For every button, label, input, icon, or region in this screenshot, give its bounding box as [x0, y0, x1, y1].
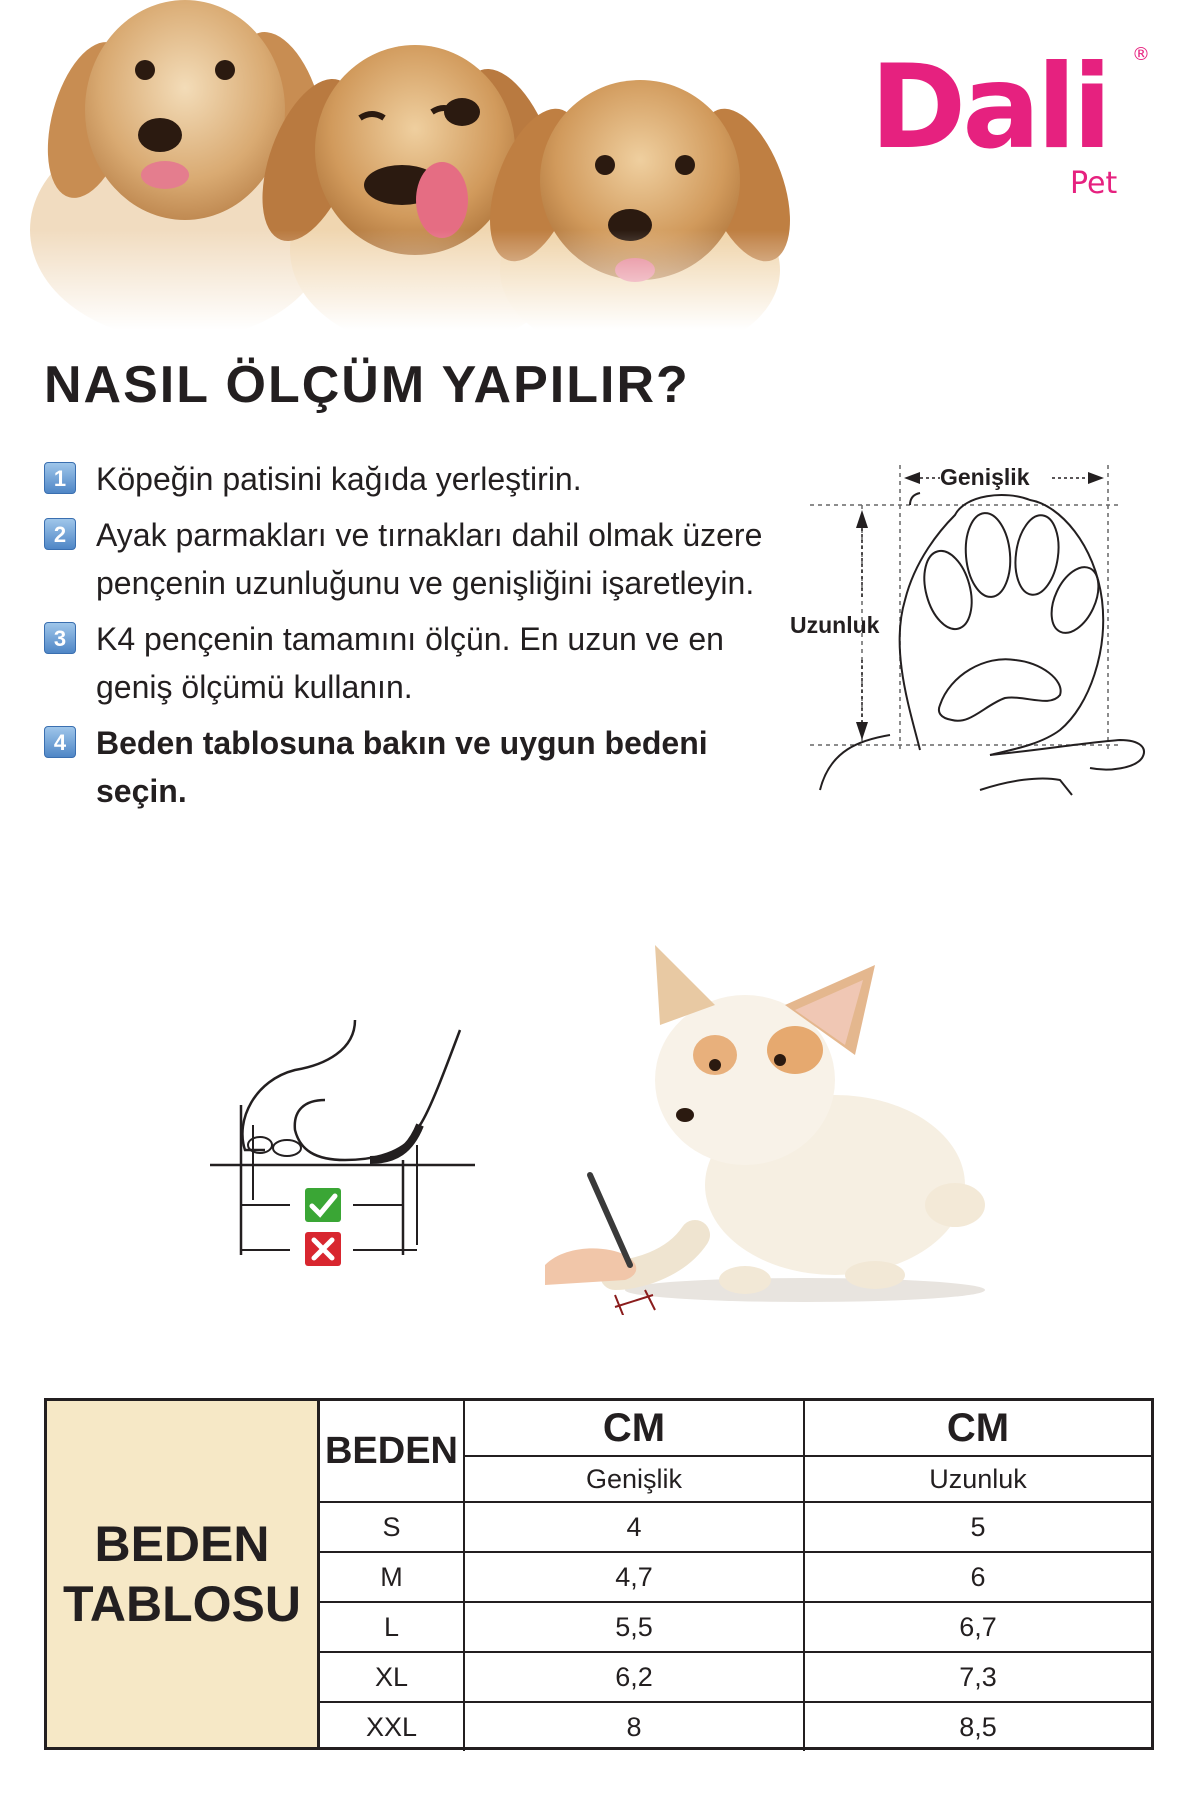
number-1-icon: 1: [44, 462, 76, 494]
step-text: Ayak parmakları ve tırnakları dahil olmak üzere pençenin uzunluğunu ve genişliğini işaretleyin.: [96, 517, 763, 601]
step-1: [44, 455, 784, 503]
puppies-photo: [30, 0, 790, 330]
size-chart-table: [44, 1398, 1154, 1750]
width-cell: 8: [464, 1702, 804, 1751]
fit-check-diagram: [205, 1010, 495, 1280]
step-text: Beden tablosuna bakın ve uygun bedeni seçin.: [96, 725, 708, 809]
size-chart-side-panel: [47, 1401, 320, 1747]
check-mark-icon: [305, 1188, 341, 1222]
number-3-icon: 3: [44, 622, 76, 654]
step-text: K4 pençenin tamamını ölçün. En uzun ve en geniş ölçümü kullanın.: [96, 621, 724, 705]
column-header-length: Uzunluk: [804, 1456, 1151, 1502]
step-3: [44, 615, 784, 711]
length-cell: 6: [804, 1552, 1151, 1602]
number-4-icon: 4: [44, 726, 76, 758]
length-label: Uzunluk: [790, 612, 880, 638]
width-cell: 4: [464, 1502, 804, 1552]
unit-header-width: CM: [464, 1401, 804, 1456]
size-grid: [320, 1401, 1151, 1751]
size-cell: L: [320, 1602, 464, 1652]
size-cell: M: [320, 1552, 464, 1602]
cross-mark-icon: [305, 1232, 341, 1266]
width-cell: 5,5: [464, 1602, 804, 1652]
column-header-width: Genişlik: [464, 1456, 804, 1502]
table-row: [320, 1502, 1151, 1552]
size-cell: XXL: [320, 1702, 464, 1751]
chihuahua-measuring-photo: [545, 945, 1025, 1315]
size-header: BEDEN: [320, 1401, 464, 1502]
page-title: NASIL ÖLÇÜM YAPILIR?: [44, 356, 690, 414]
step-text: Köpeğin patisini kağıda yerleştirin.: [96, 461, 582, 497]
dali-pet-logo: [870, 40, 1160, 210]
step-2: [44, 511, 784, 607]
width-cell: 6,2: [464, 1652, 804, 1702]
width-label: Genişlik: [940, 464, 1030, 490]
length-cell: 7,3: [804, 1652, 1151, 1702]
logo-registered-mark: ®: [1132, 44, 1150, 65]
length-cell: 8,5: [804, 1702, 1151, 1751]
size-chart-title: BEDEN TABLOSU: [63, 1516, 301, 1632]
table-row: [320, 1652, 1151, 1702]
logo-subtitle: Pet: [1070, 166, 1118, 201]
length-cell: 5: [804, 1502, 1151, 1552]
length-cell: 6,7: [804, 1602, 1151, 1652]
table-row: [320, 1552, 1151, 1602]
number-2-icon: 2: [44, 518, 76, 550]
table-row: [320, 1702, 1151, 1751]
paw-measurement-diagram: [790, 450, 1170, 810]
step-4: [44, 719, 784, 815]
logo-wordmark: Dali: [870, 40, 1109, 175]
instruction-steps: [44, 455, 784, 823]
table-row: [320, 1602, 1151, 1652]
size-cell: S: [320, 1502, 464, 1552]
size-cell: XL: [320, 1652, 464, 1702]
unit-header-length: CM: [804, 1401, 1151, 1456]
width-cell: 4,7: [464, 1552, 804, 1602]
